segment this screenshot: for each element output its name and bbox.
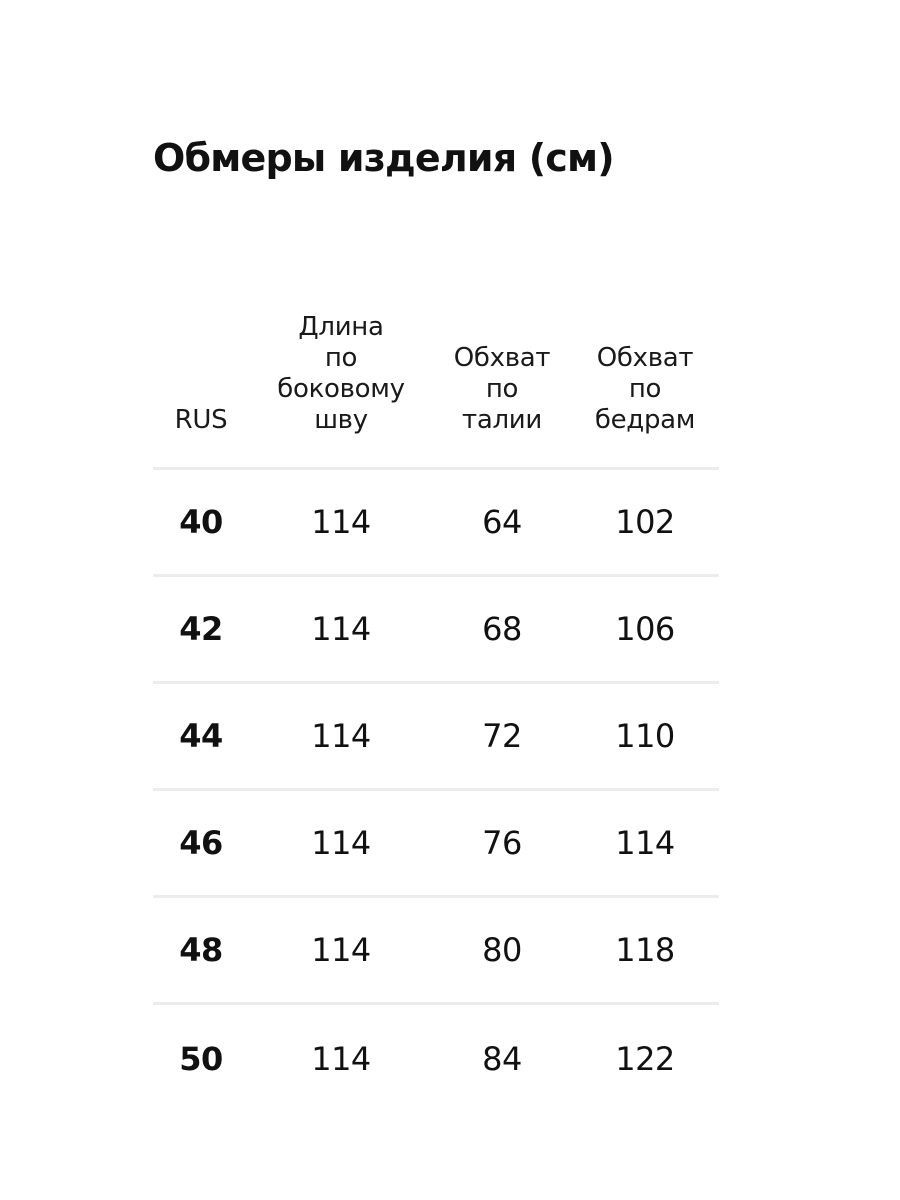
size-cell: 46 (179, 824, 223, 862)
waist-cell: 72 (482, 717, 522, 755)
table-header-row (153, 300, 719, 470)
hips-cell: 114 (615, 824, 675, 862)
column-header-waist: Обхват по талии (453, 343, 551, 435)
table-row (153, 684, 719, 791)
length-cell: 114 (311, 1039, 371, 1078)
size-cell: 42 (179, 610, 223, 648)
size-cell: 50 (179, 1039, 223, 1078)
length-cell: 114 (311, 610, 371, 648)
table-row (153, 577, 719, 684)
column-header-rus: RUS (174, 405, 228, 435)
hips-cell: 106 (615, 610, 675, 648)
waist-cell: 84 (482, 1039, 522, 1078)
length-cell: 114 (311, 824, 371, 862)
waist-cell: 64 (482, 503, 522, 541)
waist-cell: 76 (482, 824, 522, 862)
size-cell: 40 (179, 503, 223, 541)
size-table (153, 300, 719, 1112)
page-title: Обмеры изделия (см) (153, 136, 614, 180)
table-row (153, 898, 719, 1005)
waist-cell: 80 (482, 931, 522, 969)
length-cell: 114 (311, 503, 371, 541)
hips-cell: 122 (615, 1039, 675, 1078)
column-header-hips: Обхват по бедрам (594, 343, 696, 435)
size-cell: 48 (179, 931, 223, 969)
table-row (153, 791, 719, 898)
hips-cell: 102 (615, 503, 675, 541)
length-cell: 114 (311, 717, 371, 755)
column-header-side-seam-length: Длина по боковому шву (277, 312, 405, 435)
hips-cell: 118 (615, 931, 675, 969)
waist-cell: 68 (482, 610, 522, 648)
length-cell: 114 (311, 931, 371, 969)
size-cell: 44 (179, 717, 223, 755)
hips-cell: 110 (615, 717, 675, 755)
table-row (153, 1005, 719, 1112)
table-row (153, 470, 719, 577)
